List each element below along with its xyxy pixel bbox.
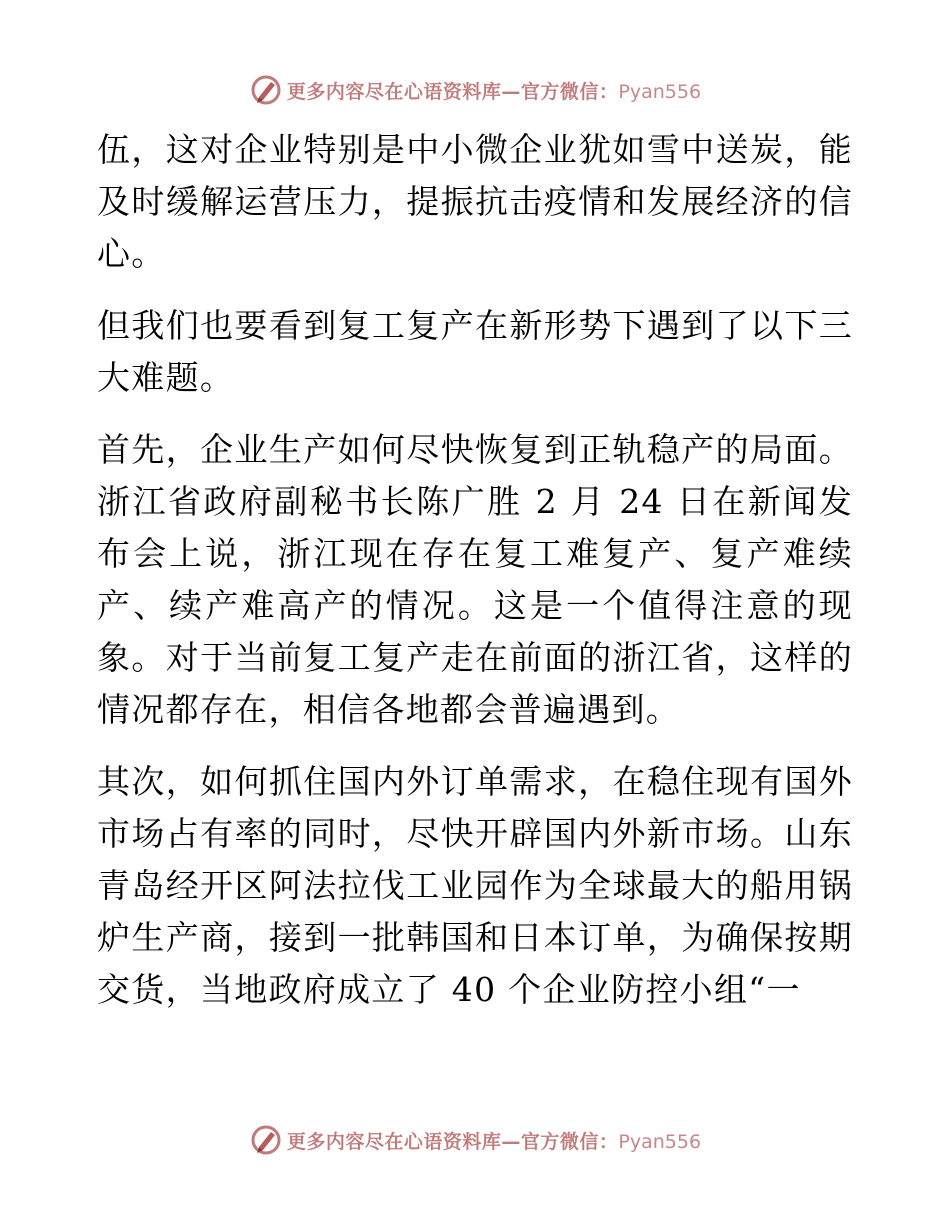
header-watermark <box>0 70 950 110</box>
footer-watermark <box>0 1120 950 1160</box>
watermark-text <box>287 77 701 104</box>
pen-logo-icon <box>249 73 283 107</box>
watermark-label: 更多内容尽在心语资料库—官方微信： <box>286 1130 619 1153</box>
watermark-text <box>287 1127 701 1154</box>
document-body <box>97 124 853 1016</box>
watermark-wechat-id: Pyan556 <box>618 80 702 103</box>
paragraph-4: 其次，如何抓住国内外订单需求，在稳住现有国外市场占有率的同时，尽快开辟国内外新市场。山东青岛经开区阿法拉伐工业园作为全球最大的船用锅炉生产商，接到一批韩国和日本订单，为确保按期交货，当地政府成立了 40 个企业防控小组“一 <box>97 762 853 1009</box>
watermark-label: 更多内容尽在心语资料库—官方微信： <box>286 80 619 103</box>
paragraph-1: 伍，这对企业特别是中小微企业犹如雪中送炭，能及时缓解运营压力，提振抗击疫情和发展经济的信心。 <box>97 130 853 273</box>
paragraph-2: 但我们也要看到复工复产在新形势下遇到了以下三大难题。 <box>97 306 853 397</box>
watermark-wechat-id: Pyan556 <box>618 1130 702 1153</box>
paragraph-3: 首先，企业生产如何尽快恢复到正轨稳产的局面。浙江省政府副秘书长陈广胜 2 月 24 日在新闻发布会上说，浙江现在存在复工难复产、复产难续产、续产难高产的情况。这是一个值得注意的现象。对于当前复工复产走在前面的浙江省，这样的情况都存在，相信各地都会普遍遇到。 <box>97 430 853 729</box>
pen-logo-icon <box>249 1123 283 1157</box>
